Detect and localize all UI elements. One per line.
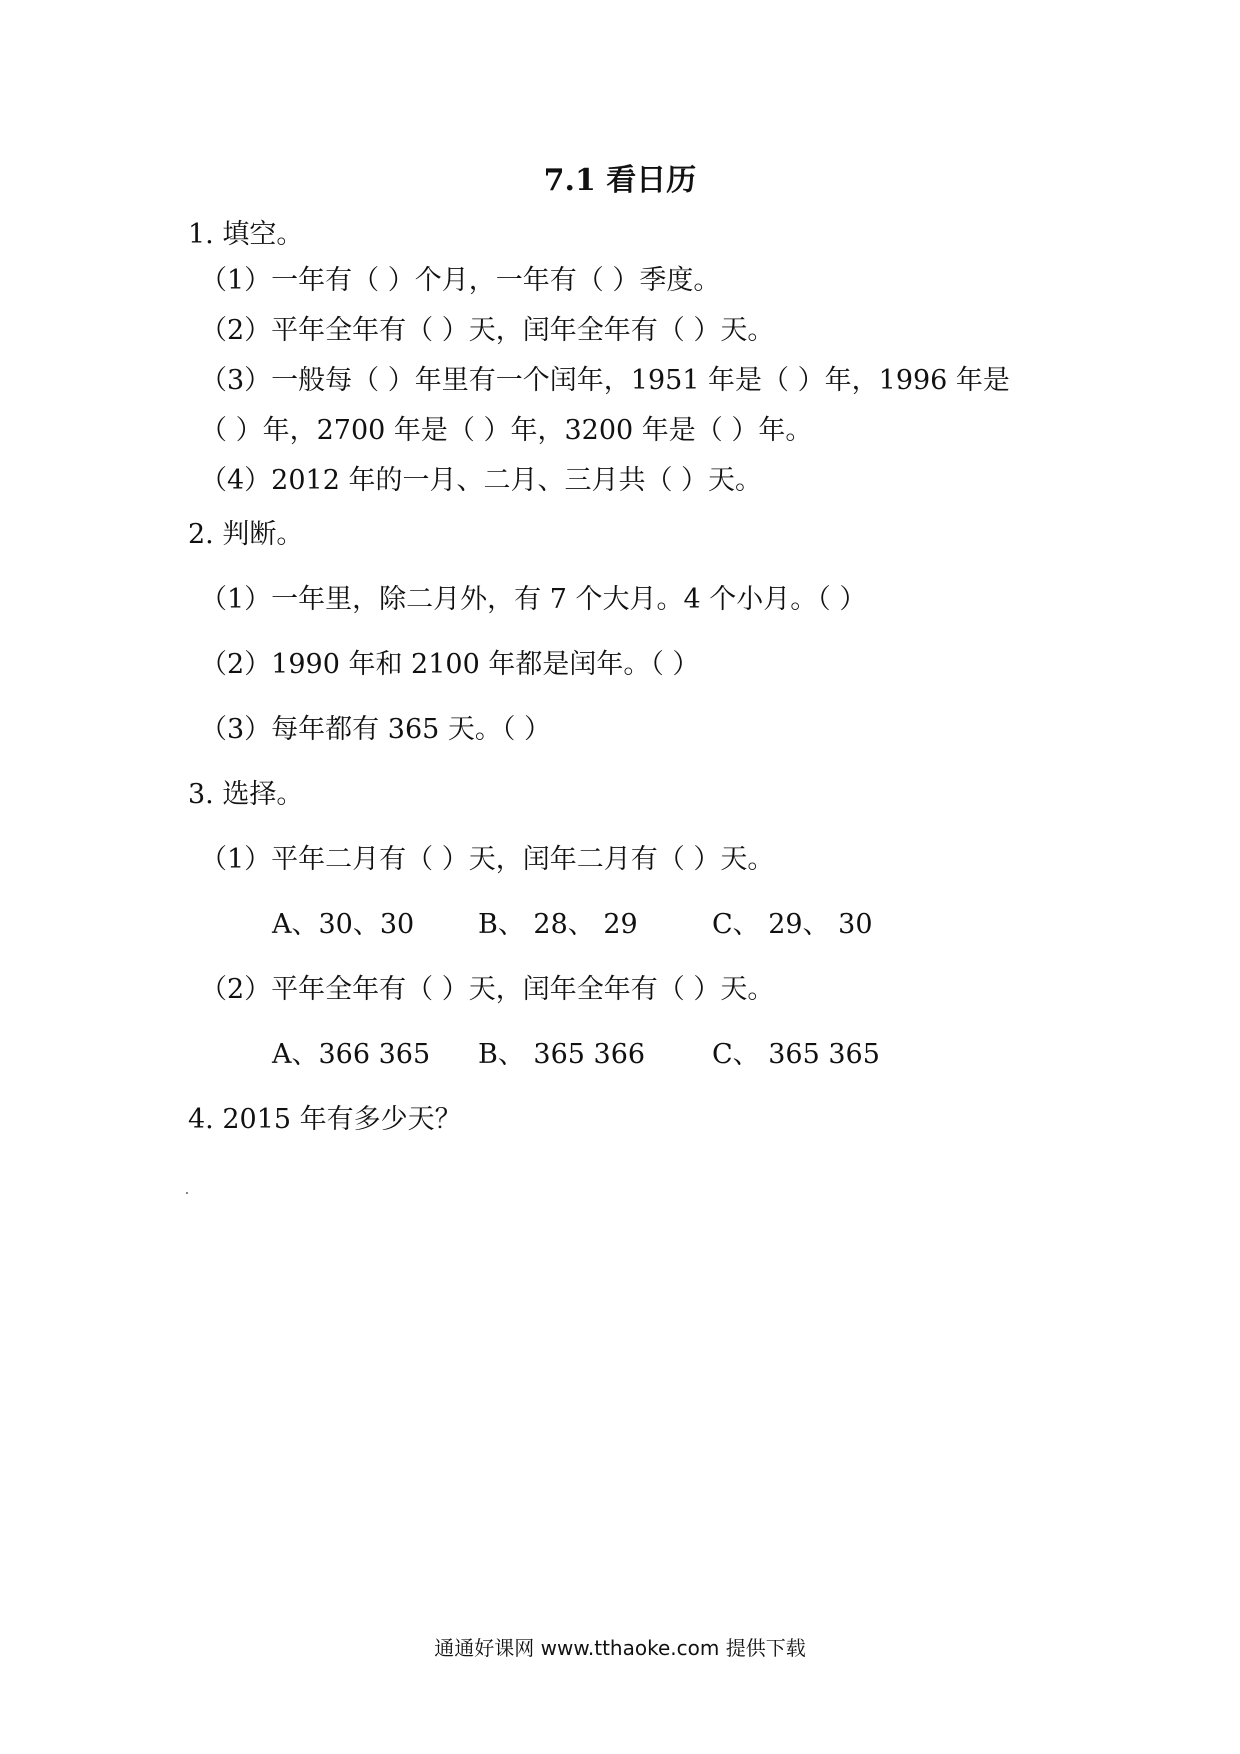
choice-2-option-b: B、 365 366 <box>478 1039 646 1070</box>
stray-dot <box>186 1192 188 1194</box>
judge-item-2: （2）1990 年和 2100 年都是闰年。（ ） <box>200 649 700 680</box>
choice-1-option-a: A、30、30 <box>272 909 415 940</box>
judge-item-3: （3）每年都有 365 天。（ ） <box>200 714 551 745</box>
choice-question-1: （1）平年二月有（ ）天，闰年二月有（ ）天。 <box>200 844 775 875</box>
judge-item-1: （1）一年里，除二月外，有 7 个大月。4 个小月。（ ） <box>200 584 867 615</box>
section-1-heading: 1. 填空。 <box>188 219 304 250</box>
footer-credit: 通通好课网 www.tthaoke.com 提供下载 <box>434 1636 806 1660</box>
page-title: 7.1 看日历 <box>543 163 697 198</box>
section-4-heading: 4. 2015 年有多少天？ <box>188 1104 462 1135</box>
fill-blank-item-4: （4）2012 年的一月、二月、三月共（ ）天。 <box>200 465 763 496</box>
choice-1-option-b: B、 28、 29 <box>478 909 638 940</box>
fill-blank-item-3: （3）一般每（ ）年里有一个闰年，1951 年是（ ）年，1996 年是 <box>200 365 1010 396</box>
fill-blank-item-2: （2）平年全年有（ ）天，闰年全年有（ ）天。 <box>200 315 775 346</box>
choice-2-option-c: C、 365 365 <box>712 1039 880 1070</box>
fill-blank-item-1: （1）一年有（ ）个月，一年有（ ）季度。 <box>200 265 721 296</box>
choice-question-2: （2）平年全年有（ ）天，闰年全年有（ ）天。 <box>200 974 775 1005</box>
choice-1-option-c: C、 29、 30 <box>712 909 873 940</box>
choice-2-option-a: A、366 365 <box>272 1039 431 1070</box>
section-2-heading: 2. 判断。 <box>188 519 304 550</box>
fill-blank-item-3-continued: （ ）年，2700 年是（ ）年，3200 年是（ ）年。 <box>200 415 813 446</box>
section-3-heading: 3. 选择。 <box>188 779 304 810</box>
